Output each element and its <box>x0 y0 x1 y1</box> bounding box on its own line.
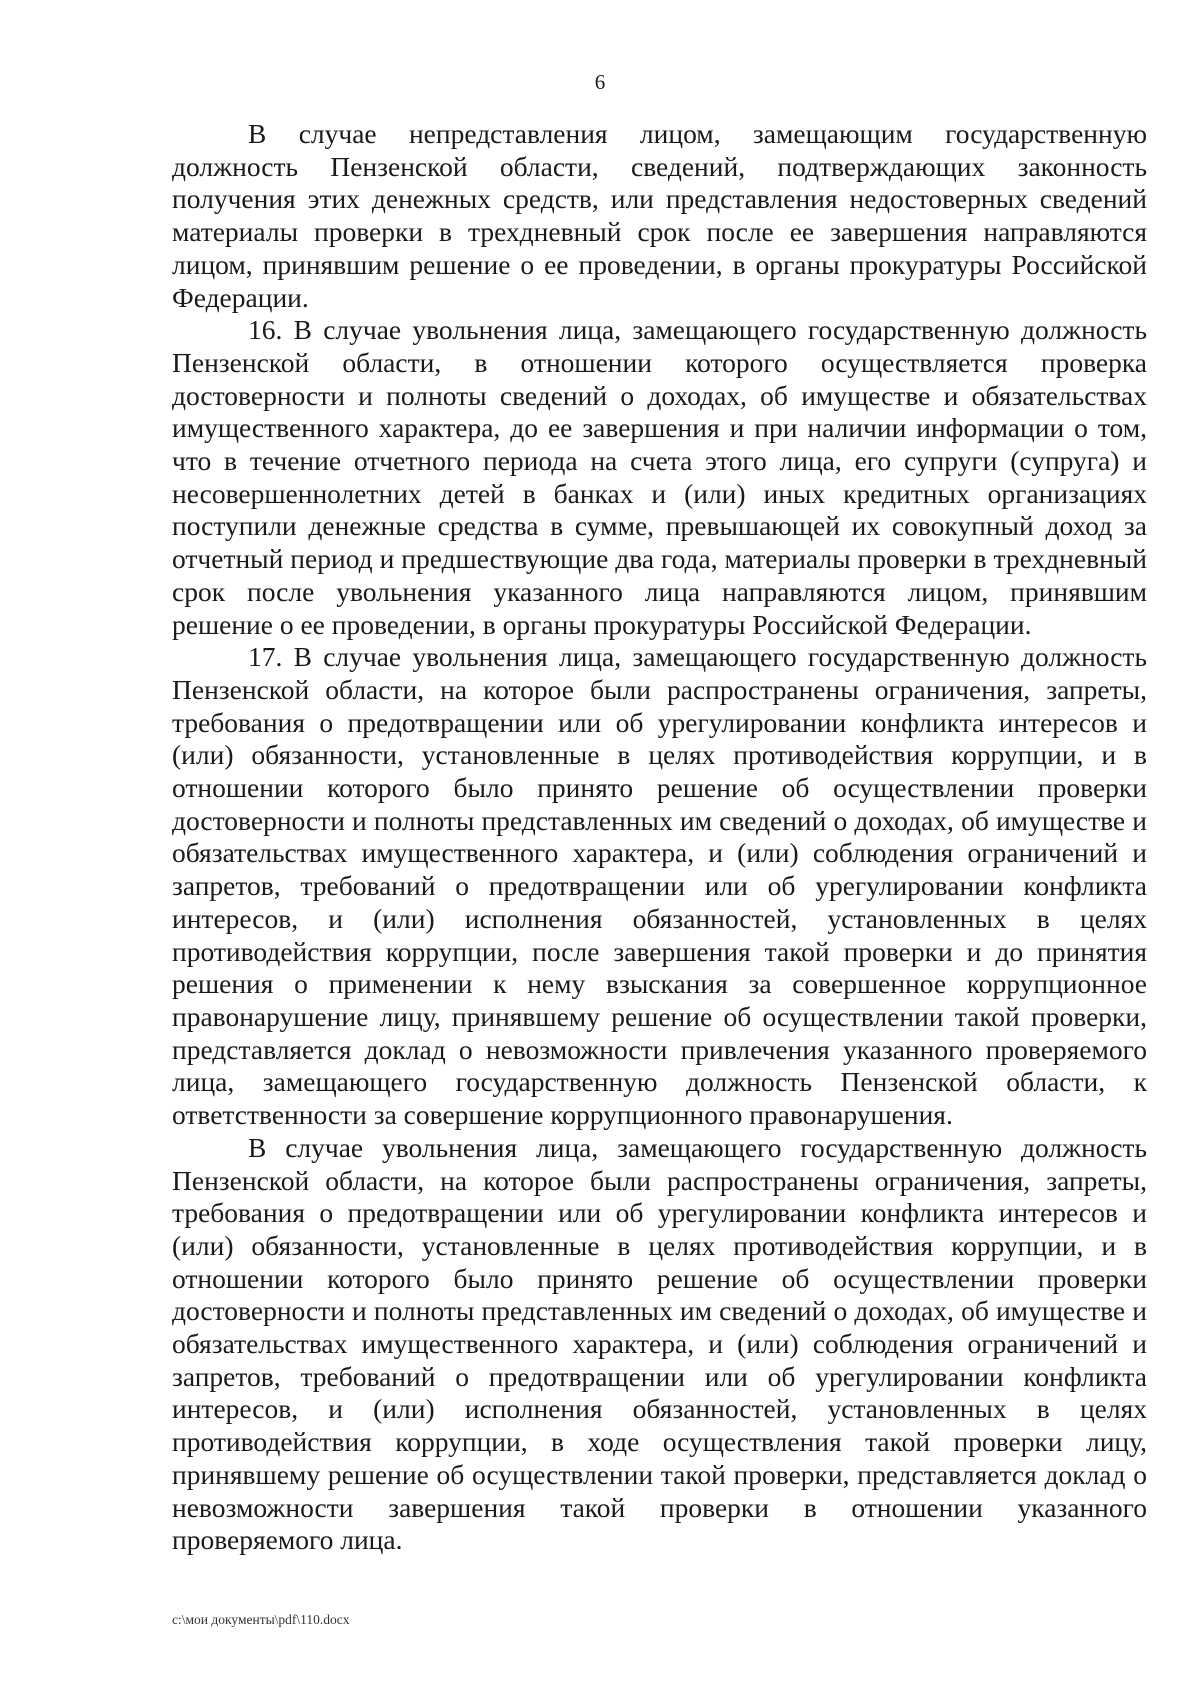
page-number: 6 <box>594 70 606 94</box>
paragraph-dismissal-during-check: В случае увольнения лица, замещающего государственную должность Пензенской области, на которое были распространены ограничения, запреты, требования о предотвращении или об урегулировании конфликта интересов и (или) обязанности, установленные в целях противодействия коррупции, и в отношении которого было принято решение об осуществлении проверки достоверности и полноты представленных им сведений о доходах, об имуществе и обязательствах имущественного характера, и (или) соблюдения ограничений и запретов, требований о предотвращении или об урегулировании конфликта интересов, и (или) исполнения обязанностей, установленных в целях противодействия коррупции, в ходе осуществления такой проверки лицу, принявшему решение об осуществлении такой проверки, представляется доклад о невозможности завершения такой проверки в отношении указанного проверяемого лица. <box>172 1131 1147 1556</box>
document-body <box>172 118 1147 1557</box>
paragraph-nonsubmission: В случае непредставления лицом, замещающим государственную должность Пензенской области, сведений, подтверждающих законность получения этих денежных средств, или представления недостоверных сведений материалы проверки в трехдневный срок после ее завершения направляются лицом, принявшим решение о ее проведении, в органы прокуратуры Российской Федерации. <box>172 118 1147 313</box>
paragraph-item-16: 16. В случае увольнения лица, замещающего государственную должность Пензенской области, в отношении которого осуществляется проверка достоверности и полноты сведений о доходах, об имуществе и обязательствах имущественного характера, до ее завершения и при наличии информации о том, что в течение отчетного периода на счета этого лица, его супруги (супруга) и несовершеннолетних детей в банках и (или) иных кредитных организациях поступили денежные средства в сумме, превышающей их совокупный доход за отчетный период и предшествующие два года, материалы проверки в трехдневный срок после увольнения указанного лица направляются лицом, принявшим решение о ее проведении, в органы прокуратуры Российской Федерации. <box>172 314 1147 640</box>
footer-file-path: c:\мои документы\pdf\110.docx <box>172 1612 350 1627</box>
paragraph-item-17: 17. В случае увольнения лица, замещающего государственную должность Пензенской области, на которое были распространены ограничения, запреты, требования о предотвращении или об урегулировании конфликта интересов и (или) обязанности, установленные в целях противодействия коррупции, и в отношении которого было принято решение об осуществлении проверки достоверности и полноты представленных им сведений о доходах, об имуществе и обязательствах имущественного характера, и (или) соблюдения ограничений и запретов, требований о предотвращении или об урегулировании конфликта интересов, и (или) исполнения обязанностей, установленных в целях противодействия коррупции, после завершения такой проверки и до принятия решения о применении к нему взыскания за совершенное коррупционное правонарушение лицу, принявшему решение об осуществлении такой проверки, представляется доклад о невозможности привлечения указанного проверяемого лица, замещающего государственную должность Пензенской области, к ответственности за совершение коррупционного правонарушения. <box>172 641 1147 1131</box>
